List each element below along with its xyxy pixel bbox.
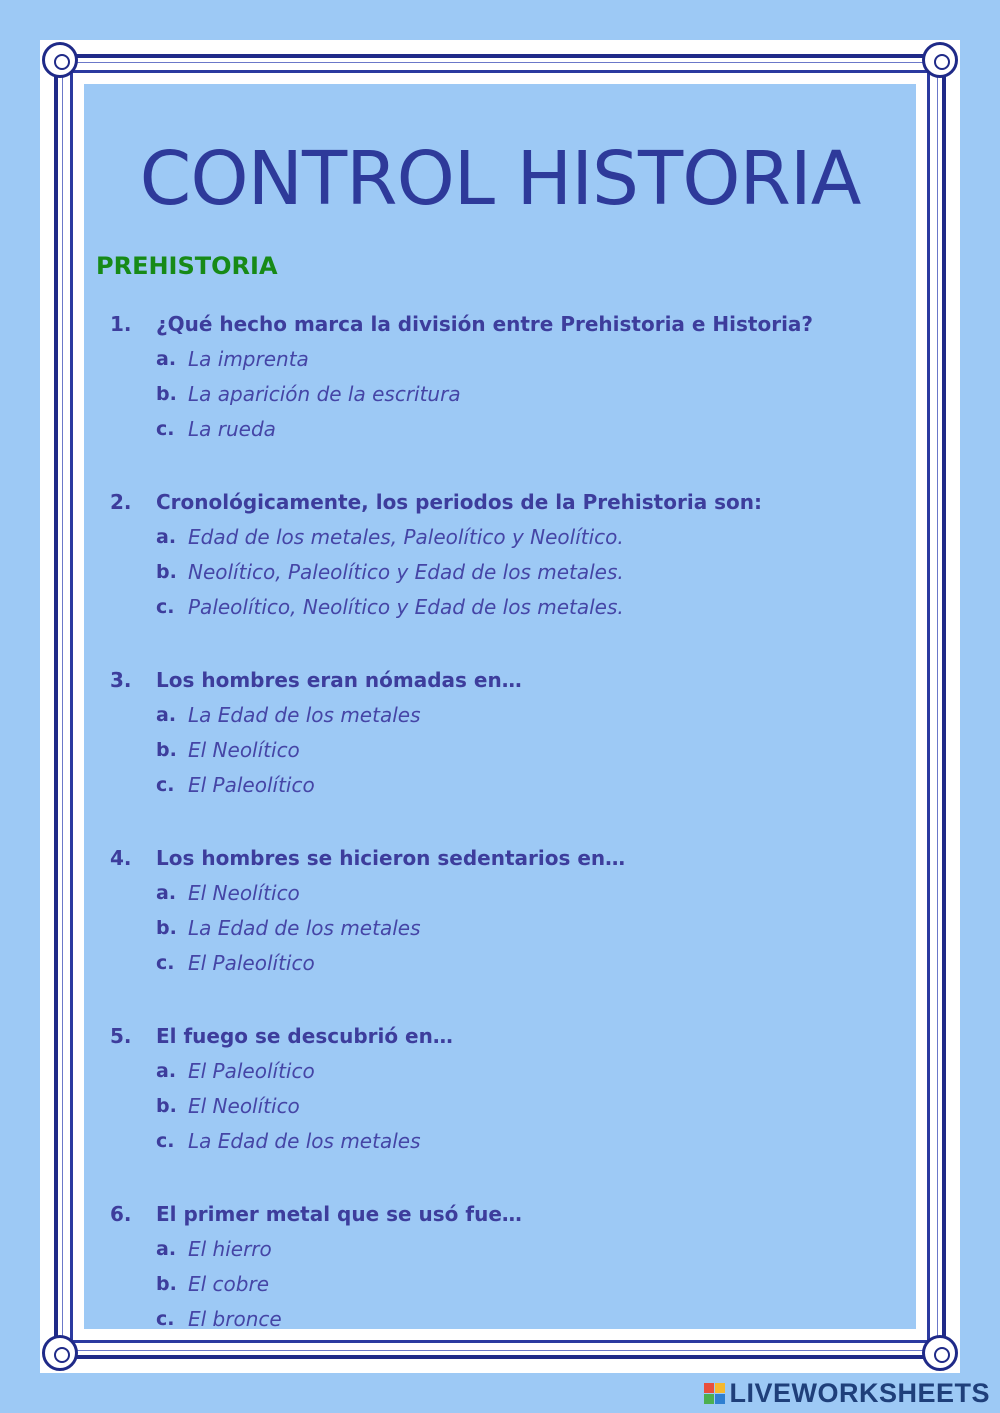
question-item — [110, 1196, 896, 1374]
option-text: La Edad de los metales — [188, 915, 421, 940]
option-text: El hierro — [188, 1236, 272, 1261]
option-text: El cobre — [188, 1271, 270, 1296]
option-text: El Paleolítico — [188, 772, 315, 797]
answer-option[interactable] — [110, 1301, 896, 1336]
answer-option[interactable] — [110, 875, 896, 910]
option-letter: c. — [156, 951, 175, 974]
question-text: El primer metal que se usó fue… — [156, 1201, 522, 1226]
option-letter: b. — [156, 1272, 177, 1295]
question-number: 2. — [110, 489, 132, 514]
answer-option[interactable] — [110, 589, 896, 624]
brand-name: LIVEWORKSHEETS — [729, 1378, 990, 1408]
page-title: CONTROL HISTORIA — [139, 136, 861, 222]
answer-option[interactable] — [110, 1266, 896, 1301]
option-letter: b. — [156, 916, 177, 939]
answer-option[interactable] — [110, 697, 896, 732]
option-text: El Neolítico — [188, 737, 300, 762]
option-text: El Neolítico — [188, 1093, 300, 1118]
liveworksheets-brand[interactable] — [704, 1378, 990, 1409]
option-letter: a. — [156, 1059, 177, 1082]
question-item — [110, 1018, 896, 1196]
option-letter: c. — [156, 1307, 175, 1330]
question-text: Los hombres eran nómadas en… — [156, 667, 522, 692]
answer-option[interactable] — [110, 1053, 896, 1088]
option-letter: a. — [156, 703, 177, 726]
corner-ornament-icon — [922, 42, 958, 78]
option-text: El Neolítico — [188, 880, 300, 905]
answer-option[interactable] — [110, 945, 896, 980]
question-text: El fuego se descubrió en… — [156, 1023, 453, 1048]
option-letter: c. — [156, 1129, 175, 1152]
option-letter: b. — [156, 560, 177, 583]
section-heading: PREHISTORIA — [96, 252, 278, 280]
option-text: La aparición de la escritura — [188, 381, 461, 406]
answer-option[interactable] — [110, 910, 896, 945]
answer-option[interactable] — [110, 1231, 896, 1266]
corner-ornament-icon — [42, 42, 78, 78]
question-number: 5. — [110, 1023, 132, 1048]
answer-option[interactable] — [110, 554, 896, 589]
question-item — [110, 306, 896, 484]
corner-ornament-icon — [922, 1335, 958, 1371]
answer-option[interactable] — [110, 341, 896, 376]
option-letter: a. — [156, 347, 177, 370]
option-text: Edad de los metales, Paleolítico y Neolítico. — [188, 524, 624, 549]
answer-option[interactable] — [110, 411, 896, 446]
question-list — [110, 306, 896, 1374]
question-text: Cronológicamente, los periodos de la Prehistoria son: — [156, 489, 763, 514]
answer-option[interactable] — [110, 1123, 896, 1158]
option-text: La rueda — [188, 416, 276, 441]
option-letter: a. — [156, 1237, 177, 1260]
option-letter: c. — [156, 773, 175, 796]
liveworksheets-logo-icon — [704, 1383, 725, 1404]
worksheet-content — [84, 84, 916, 1329]
question-text: Los hombres se hicieron sedentarios en… — [156, 845, 626, 870]
corner-ornament-icon — [42, 1335, 78, 1371]
option-text: Neolítico, Paleolítico y Edad de los metales. — [188, 559, 624, 584]
option-letter: c. — [156, 595, 175, 618]
answer-option[interactable] — [110, 519, 896, 554]
option-text: El Paleolítico — [188, 1058, 315, 1083]
question-item — [110, 484, 896, 662]
option-text: La imprenta — [188, 346, 309, 371]
answer-option[interactable] — [110, 1088, 896, 1123]
question-number: 3. — [110, 667, 132, 692]
option-letter: b. — [156, 382, 177, 405]
option-text: La Edad de los metales — [188, 1128, 421, 1153]
question-number: 6. — [110, 1201, 132, 1226]
question-number: 1. — [110, 311, 132, 336]
option-text: El bronce — [188, 1306, 282, 1331]
option-letter: a. — [156, 525, 177, 548]
answer-option[interactable] — [110, 767, 896, 802]
answer-option[interactable] — [110, 376, 896, 411]
option-letter: a. — [156, 881, 177, 904]
answer-option[interactable] — [110, 732, 896, 767]
option-text: La Edad de los metales — [188, 702, 421, 727]
option-letter: b. — [156, 1094, 177, 1117]
option-text: El Paleolítico — [188, 950, 315, 975]
worksheet-page — [40, 40, 960, 1373]
option-letter: c. — [156, 417, 175, 440]
question-text: ¿Qué hecho marca la división entre Prehistoria e Historia? — [156, 311, 814, 336]
question-item — [110, 840, 896, 1018]
option-letter: b. — [156, 738, 177, 761]
question-number: 4. — [110, 845, 132, 870]
question-item — [110, 662, 896, 840]
option-text: Paleolítico, Neolítico y Edad de los metales. — [188, 594, 624, 619]
